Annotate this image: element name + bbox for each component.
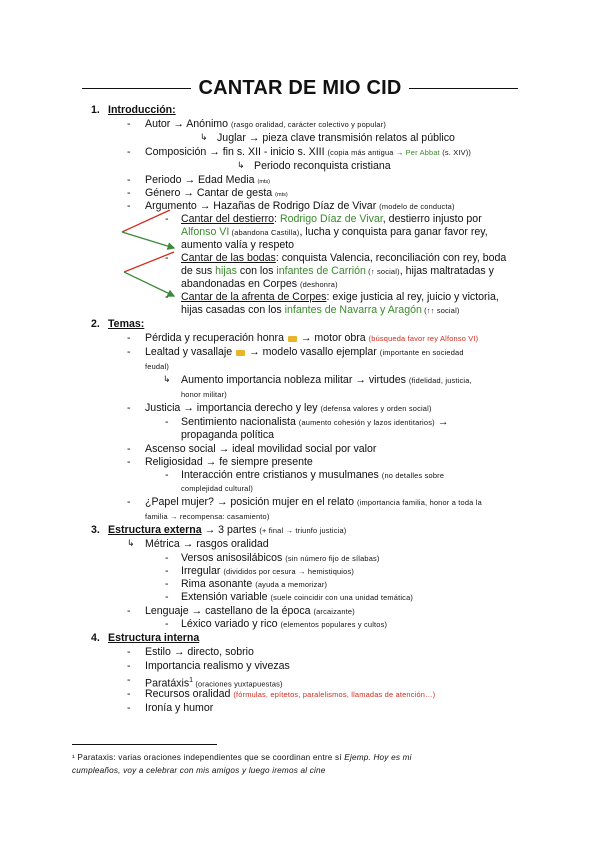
- externa-lenguaje: Lenguaje → castellano de la época (arcaizante): [145, 605, 355, 617]
- tema-perdida: Pérdida y recuperación honra → motor obra (búsqueda favor rey Alfonso VI): [145, 332, 479, 344]
- bullet: -: [127, 496, 131, 508]
- intro-genero: Género → Cantar de gesta (mts): [145, 187, 288, 199]
- bullet: -: [127, 674, 131, 686]
- bullet: -: [127, 456, 131, 468]
- tema-justicia: Justicia → importancia derecho y ley (defensa valores y orden social): [145, 402, 432, 414]
- section-title: Estructura externa: [108, 524, 202, 536]
- bullet: -: [165, 416, 169, 428]
- bullet: -: [127, 174, 131, 186]
- bullet: -: [127, 605, 131, 617]
- cantar-afrenta-line2: hijas casadas con los infantes de Navarra y Aragón (↑↑ social): [181, 304, 460, 316]
- bullet: -: [165, 565, 169, 577]
- tema-propaganda: propaganda política: [181, 429, 275, 441]
- externa-extension: Extensión variable (suele coincidir con una unidad temática): [181, 591, 414, 603]
- intro-juglar: Juglar → pieza clave transmisión relatos al público: [217, 132, 455, 144]
- cantares-arrows: [112, 208, 182, 300]
- bullet: -: [165, 213, 169, 225]
- cantar-bodas-line2: de sus hijas con los infantes de Carrión (↑ social), hijas maltratadas y: [181, 265, 494, 277]
- externa-lexico: Léxico variado y rico (elementos populares y cultos): [181, 618, 388, 630]
- tema-ascenso: Ascenso social → ideal movilidad social por valor: [145, 443, 377, 455]
- bullet: -: [165, 591, 169, 603]
- cantar-destierro-line2: Alfonso VI (abandona Castilla), lucha y conquista para ganar favor rey,: [181, 226, 488, 238]
- bullet: -: [165, 291, 169, 303]
- tema-lealtad: Lealtad y vasallaje → modelo vasallo ejemplar (importante en sociedad: [145, 346, 464, 358]
- crown-icon: [236, 350, 245, 356]
- bullet: -: [127, 402, 131, 414]
- crown-icon: [288, 336, 297, 342]
- tema-interaccion-note: complejidad cultural): [181, 484, 253, 493]
- section-title: Estructura interna: [108, 632, 200, 644]
- tema-aumento-note: honor militar): [181, 390, 227, 399]
- bullet: -: [127, 646, 131, 658]
- bullet: -: [165, 252, 169, 264]
- section-number: 2.: [91, 318, 100, 330]
- tema-religiosidad: Religiosidad → fe siempre presente: [145, 456, 313, 468]
- section-number: 1.: [91, 104, 100, 116]
- arrow-green-1: [122, 232, 174, 248]
- bullet: -: [127, 146, 131, 158]
- bullet: -: [127, 332, 131, 344]
- interna-parataxis: Paratáxis$^1$ (oraciones yuxtapuestas): [145, 677, 283, 690]
- tema-lealtad-note: feudal): [145, 362, 169, 371]
- intro-periodo: Periodo → Edad Media (mts): [145, 174, 271, 186]
- intro-reconquista: Periodo reconquista cristiana: [254, 160, 391, 172]
- externa-metrica: Métrica → rasgos oralidad: [145, 538, 269, 550]
- interna-ironia: Ironía y humor: [145, 702, 214, 714]
- interna-estilo: Estilo → directo, sobrio: [145, 646, 254, 658]
- section-number: 4.: [91, 632, 100, 644]
- tema-papel-mujer: ¿Papel mujer? → posición mujer en el relato (importancia familia, honor a toda la: [145, 496, 482, 508]
- bullet: -: [127, 187, 131, 199]
- bullet: -: [127, 660, 131, 672]
- bullet: -: [165, 578, 169, 590]
- bullet: -: [127, 688, 131, 700]
- bullet: -: [165, 469, 169, 481]
- page-title: CANTAR DE MIO CID: [198, 76, 402, 99]
- title-row: [82, 74, 518, 102]
- cantar-bodas-line3: abandonadas en Corpes (deshonra): [181, 278, 338, 290]
- interna-realismo: Importancia realismo y vivezas: [145, 660, 290, 672]
- intro-autor: Autor → Anónimo (rasgo oralidad, carácter colectivo y popular): [145, 118, 387, 130]
- footnote-rule: [72, 744, 217, 745]
- tema-interaccion: Interacción entre cristianos y musulmanes (no detalles sobre: [181, 469, 445, 481]
- section-estructura-interna: [91, 632, 200, 645]
- bullet: -: [127, 200, 131, 212]
- cantar-afrenta: Cantar de la afrenta de Corpes: exige justicia al rey, juicio y victoria,: [181, 291, 499, 303]
- cantar-destierro-line3: aumento valía y respeto: [181, 239, 295, 251]
- bullet: -: [165, 552, 169, 564]
- tema-papel-mujer-note: familia → recompensa: casamiento): [145, 512, 270, 521]
- intro-argumento: Argumento → Hazañas de Rodrigo Díaz de Vivar (modelo de conducta): [145, 200, 455, 212]
- bullet: -: [165, 618, 169, 630]
- intro-composicion: Composición → fin s. XII - inicio s. XIII (copia más antigua → Per Abbat (s. XIV)): [145, 146, 472, 158]
- cantar-bodas: Cantar de las bodas: conquista Valencia, reconciliación con rey, boda: [181, 252, 507, 264]
- sub-arrow-icon: ↳: [127, 538, 135, 548]
- section-estructura-externa: 3. Estructura externa → 3 partes (+ final → triunfo justicia): [91, 524, 347, 536]
- sub-arrow-icon: ↳: [200, 132, 208, 142]
- sub-arrow-icon: ↳: [163, 374, 171, 384]
- bullet: -: [127, 443, 131, 455]
- externa-irregular: Irregular (divididos por cesura → hemistiquios): [181, 565, 355, 577]
- cantar-destierro: Cantar del destierro: Rodrigo Díaz de Vivar, destierro injusto por: [181, 213, 482, 225]
- externa-rima: Rima asonante (ayuda a memorizar): [181, 578, 328, 590]
- externa-versos: Versos anisosilábicos (sin número fijo de sílabas): [181, 552, 380, 564]
- section-title: Introducción:: [108, 104, 176, 116]
- title-rule-right: [409, 88, 518, 89]
- section-title: Temas:: [108, 318, 145, 330]
- section-temas: [91, 318, 145, 331]
- bullet: -: [127, 702, 131, 714]
- bullet: -: [127, 118, 131, 130]
- bullet: -: [127, 346, 131, 358]
- title-rule-left: [82, 88, 191, 89]
- tema-aumento: Aumento importancia nobleza militar → virtudes (fidelidad, justicia,: [181, 374, 472, 386]
- section-introduccion: [91, 104, 176, 117]
- section-number: 3.: [91, 524, 100, 536]
- footnote: ¹ Parataxis: varias oraciones independientes que se coordinan entre sí Ejemp. Hoy es mi cumpleaños, voy a celebrar con mis amigos y luego iremos al cine: [72, 753, 412, 775]
- tema-sentimiento: Sentimiento nacionalista (aumento cohesión y lazos identitarios) →: [181, 416, 449, 428]
- arrow-red-1: [122, 210, 170, 232]
- interna-recursos: Recursos oralidad (fórmulas, epítetos, paralelismos, llamadas de atención…): [145, 688, 436, 700]
- sub-arrow-icon: ↳: [237, 160, 245, 170]
